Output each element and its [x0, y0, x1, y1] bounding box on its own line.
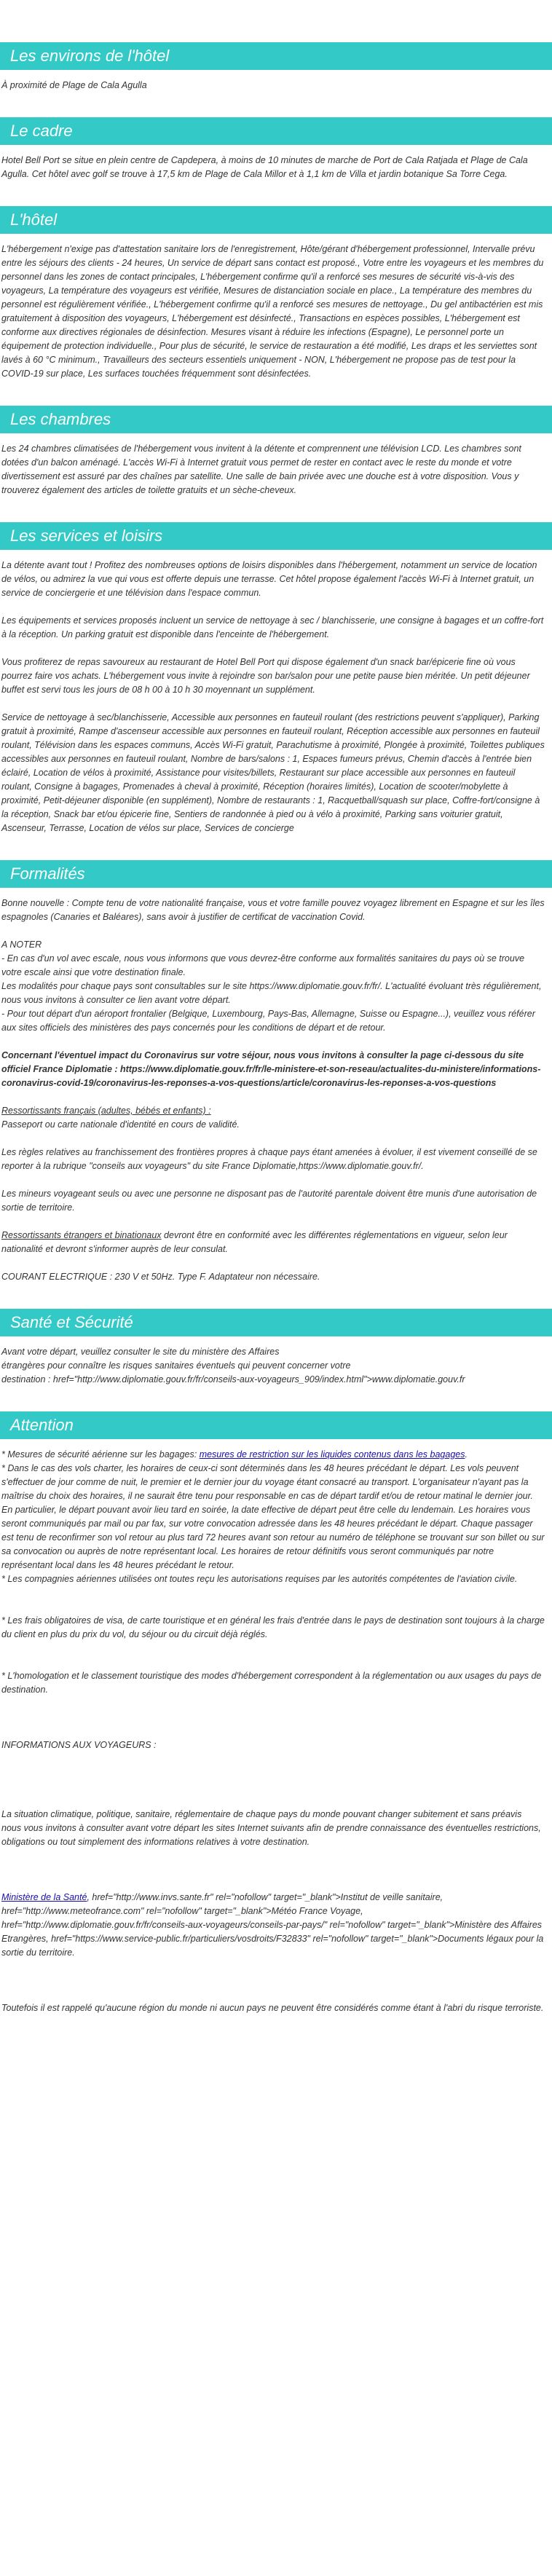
- formalites-foreign-nationals: [0, 1229, 552, 1256]
- section-title-attention: Attention: [0, 1411, 552, 1439]
- sante-text: Avant votre départ, veuillez consulter le site du ministère des Affaires étrangères pour connaître les risques sanitaires éventuels qui peuvent concerner votre destination : href="http://www.diplomatie.gouv.fr/fr/conseils-aux-voyageurs_909/index.html">www.diplomatie.gouv.fr: [1, 1347, 465, 1384]
- section-chambres: [0, 406, 552, 497]
- services-paragraph-1: La détente avant tout ! Profitez des nombreuses options de loisirs disponibles dans l'hébergement, notamment un service de location de vélos, ou admirez la vue qui vous est offerte depuis une terrasse. Cet hôtel propose également l'accès Wi-Fi à Internet gratuit, un service de conciergerie et une télévision dans l'espace commun.: [1, 560, 537, 598]
- formalites-coronavirus-info: Concernant l'éventuel impact du Coronavirus sur votre séjour, nous vous invitons à consulter la page ci-dessous du site officiel France Diplomatie : https://www.diplomatie.gouv.fr/fr/le-ministere-et-son-reseau/actualites-du-ministere/informations-coronavirus-covid-19/coronavirus-les-reponses-a-vos-questions/article/coronavirus-les-reponses-a-vos-questions: [1, 1050, 541, 1088]
- formalites-minors: Les mineurs voyageant seuls ou avec une personne ne disposant pas de l'autorité parentale doivent être munis d'une autorisation de sortie de territoire.: [1, 1189, 537, 1213]
- section-title-formalites: Formalités: [0, 860, 552, 888]
- attention-classification: * L'homologation et le classement touristique des modes d'hébergement correspondent à la réglementation ou aux usages du pays de destination.: [1, 1671, 542, 1695]
- attention-situation: La situation climatique, politique, sanitaire, réglementaire de chaque pays du monde pouvant changer subitement et sans préavis nous vous invitons à consulter avant votre départ les sites Internet suivants afin de prendre connaissance des éventuelles restrictions, obligations ou tout simplement des informations relatives à votre destination.: [1, 1809, 541, 1847]
- section-cadre: [0, 117, 552, 181]
- chambres-text: Les 24 chambres climatisées de l'hébergement vous invitent à la détente et comprennent une télévision LCD. Les chambres sont dotées d'un balcon aménagé. L'accès Wi-Fi à Internet gratuit vous permet de rester en contact avec le reste du monde et votre divertissement est assuré par des chaînes par satellite. Une salle de bain privée avec une douche est à votre disposition. Vous y trouverez également des articles de toilette gratuits et un sèche-cheveux.: [1, 444, 521, 495]
- attention-travel-info-heading: INFORMATIONS AUX VOYAGEURS :: [1, 1740, 157, 1750]
- hotel-text: L'hébergement n'exige pas d'attestation sanitaire lors de l'enregistrement, Hôte/gérant d'hébergement professionnel, Intervalle prévu entre les séjours des clients - 24 heures, Un service de départ sans contact est proposé., Votre entre les voyageurs et les membres du personnel dans les zones de contact principales, L'hébergement confirme qu'il a renforcé ses mesures de sécurité vis-à-vis des voyageurs, La température des voyageurs est vérifiée, Mesures de distanciation sociale en place., La température des membres du personnel est régulièrement vérifiée., L'hébergement confirme qu'il a renforcé ses mesures de nettoyage., Du gel antibactérien est mis gratuitement à disposition des voyageurs, L'hébergement est désinfecté., Transactions en espèces possibles, L'hébergement est conforme aux directives régionales de désinfection. Mesures visant à réduire les infections (Espagne), Le personnel porte un équipement de protection individuelle., Pour plus de sécurité, le service de restauration a été modifié, Les draps et les serviettes sont lavés à 60 °C minimum., Travailleurs des secteurs essentiels uniquement - NON, L'hébergement ne propose pas de test pour la COVID-19 sur place, Les surfaces touchées fréquemment sont désinfectées.: [1, 244, 544, 379]
- cadre-text: Hotel Bell Port se situe en plein centre de Capdepera, à moins de 10 minutes de marche de Port de Cala Ratjada et Plage de Cala Agulla. Cet hôtel avec golf se trouve à 17,5 km de Plage de Cala Millor et à 1,1 km de Villa et jardin botanique Sa Torre Cega.: [1, 155, 528, 179]
- foreign-nationals-heading: Ressortissants étrangers et binationaux: [1, 1230, 162, 1240]
- services-amenities-list: Service de nettoyage à sec/blanchisserie, Accessible aux personnes en fauteuil roulant (des restrictions peuvent s'appliquer), Parking gratuit à proximité, Rampe d'ascenseur accessible aux personnes en fauteuil roulant, Réception accessible aux personnes en fauteuil roulant, Télévision dans les espaces communs, Accès Wi-Fi gratuit, Parachutisme à proximité, Plongée à proximité, Toilettes publiques accessibles aux personnes en fauteuil roulant, Nombre de bars/salons : 1, Espaces fumeurs prévus, Chemin d'accès à l'entrée bien éclairé, Location de vélos à proximité, Assistance pour visites/billets, Restaurant sur place accessible aux personnes en fauteuil roulant, Consigne à bagages, Promenades à cheval à proximité, Réception (horaires limités), Location de scooter/mobylette à proximité, Petit-déjeuner disponible (en supplément), Nombre de restaurants : 1, Racquetball/squash sur place, Coffre-fort/consigne à la réception, Snack bar et/ou épicerie fine, Sentiers de randonnée à pied ou à vélo à proximité, Parking sans voiturier gratuit, Ascenseur, Terrasse, Location de vélos sur place, Services de concierge: [1, 712, 545, 833]
- section-title-hotel: L'hôtel: [0, 206, 552, 234]
- formalites-electricity: COURANT ELECTRIQUE : 230 V et 50Hz. Type F. Adaptateur non nécessaire.: [1, 1272, 320, 1282]
- french-nationals-text: Passeport ou carte nationale d'identité en cours de validité.: [1, 1119, 240, 1130]
- formalites-border-rules: Les règles relatives au franchissement des frontières propres à chaque pays étant amenées à évoluer, il est vivement conseillé de se reporter à la rubrique "conseils aux voyageurs" du site France Diplomatie,https://www.diplomatie.gouv.fr/.: [1, 1147, 537, 1171]
- section-hotel: [0, 206, 552, 381]
- liquid-restrictions-link[interactable]: mesures de restriction sur les liquides contenus dans les bagages: [199, 1449, 465, 1460]
- section-title-cadre: Le cadre: [0, 117, 552, 145]
- section-title-environs: Les environs de l'hôtel: [0, 42, 552, 70]
- attention-baggage-prefix: * Mesures de sécurité aérienne sur les bagages:: [1, 1449, 200, 1460]
- section-attention: [0, 1411, 552, 2015]
- services-paragraph-2: Les équipements et services proposés incluent un service de nettoyage à sec / blanchisserie, une consigne à bagages et un coffre-fort à la réception. Un parking gratuit est disponible dans l'enceinte de l'hébergement.: [1, 615, 544, 639]
- attention-visa-fees: * Les frais obligatoires de visa, de carte touristique et en général les frais d'entrée dans le pays de destination sont toujours à la charge du client en plus du prix du vol, du séjour ou du circuit déjà réglés.: [1, 1615, 545, 1639]
- formalites-note: A NOTER - En cas d'un vol avec escale, nous vous informons que vous devrez-être conforme aux formalités sanitaires du pays où se trouve votre escale ainsi que votre destination finale. Les modalités pour chaque pays sont consultables sur le site https://www.diplomatie.gouv.fr/fr/. L'actualité évoluant très régulièrement, nous vous invitons à consulter ce lien avant votre départ. - Pour tout départ d'un aéroport frontalier (Belgique, Luxembourg, Pays-Bas, Allemagne, Suisse ou Espagne...), veuillez vous référer aux sites officiels des ministères des pays concernés pour les conditions de départ et de retour.: [1, 940, 542, 1033]
- foreign-nationals-text: devront être en conformité avec les différentes réglementations en vigueur, selon leur nationalité et devront s'informer auprès de leur consulat.: [1, 1230, 508, 1254]
- formalites-french-nationals: [0, 1104, 552, 1132]
- section-environs: [0, 42, 552, 92]
- section-title-chambres: Les chambres: [0, 406, 552, 433]
- services-paragraph-3: Vous profiterez de repas savoureux au restaurant de Hotel Bell Port qui dispose également d'un snack bar/épicerie fine où vous pourrez faire vos achats. L'hébergement vous invite à rejoindre son bar/salon pour une petite pause bien méritée. Un petit déjeuner buffet est servi tous les jours de 08 h 00 à 10 h 30 moyennant un supplément.: [1, 657, 530, 695]
- attention-flights: [0, 1448, 552, 1586]
- section-formalites: [0, 860, 552, 1284]
- section-title-services: Les services et loisirs: [0, 522, 552, 550]
- section-sante: [0, 1309, 552, 1387]
- environs-text: À proximité de Plage de Cala Agulla: [1, 80, 147, 90]
- attention-terrorism: Toutefois il est rappelé qu'aucune région du monde ni aucun pays ne peuvent être considérés comme étant à l'abri du risque terroriste.: [1, 2003, 544, 2013]
- formalites-paragraph-1: Bonne nouvelle : Compte tenu de votre nationalité française, vous et votre famille pouvez voyagez librement en Espagne et sur les îles espagnoles (Canaries et Baléares), sans avoir à justifier de certificat de vaccination Covid.: [1, 898, 545, 922]
- attention-useful-links: [0, 1891, 552, 1960]
- attention-links-text: , href="http://www.invs.sante.fr" rel="nofollow" target="_blank">Institut de veille sanitaire, href="http://www.meteofrance.com" rel="nofollow" target="_blank">Météo France Voyage, href="http://www.diplomatie.gouv.fr/fr/conseils-aux-voyageurs/conseils-par-pays/" rel="nofollow" target="_blank">Ministère des Affaires Etrangères, href="https://www.service-public.fr/particuliers/vosdroits/F32833" rel="nofollow" target="_blank">Documents légaux pour la sortie du territoire.: [1, 1892, 544, 1958]
- french-nationals-heading: Ressortissants français (adultes, bébés et enfants) :: [1, 1106, 211, 1116]
- attention-flights-text: . * Dans le cas des vols charter, les horaires de ceux-ci sont déterminés dans les 48 heures précédant le départ. Les vols peuvent s'effectuer de jour comme de nuit, le premier et le dernier jour du voyage étant consacré au transport. L'organisateur n'ayant pas la maîtrise du choix des horaires, il ne saurait être tenu pour responsable en cas de départ tardif et/ou de retour matinal le dernier jour. En particulier, le départ pouvant avoir lieu tard en soirée, la date effective de départ peut être celle du lendemain. Les horaires vous seront communiqués par mail ou par fax, sur votre convocation adressée dans les 48 heures précédant le départ. Chaque passager est tenu de reconfirmer son vol retour au plus tard 72 heures avant son retour au numéro de téléphone se trouvant sur son billet ou sur sa convocation ou auprès de notre représentant local. Les horaires de retour définitifs vous seront communiqués par notre représentant local dans les 48 heures précédant le retour. * Les compagnies aériennes utilisées ont toutes reçu les autorisations requises par les autorités compétentes de l'aviation civile.: [1, 1449, 545, 1584]
- section-title-sante: Santé et Sécurité: [0, 1309, 552, 1336]
- section-services: [0, 522, 552, 835]
- ministere-sante-link[interactable]: Ministère de la Santé: [1, 1892, 87, 1902]
